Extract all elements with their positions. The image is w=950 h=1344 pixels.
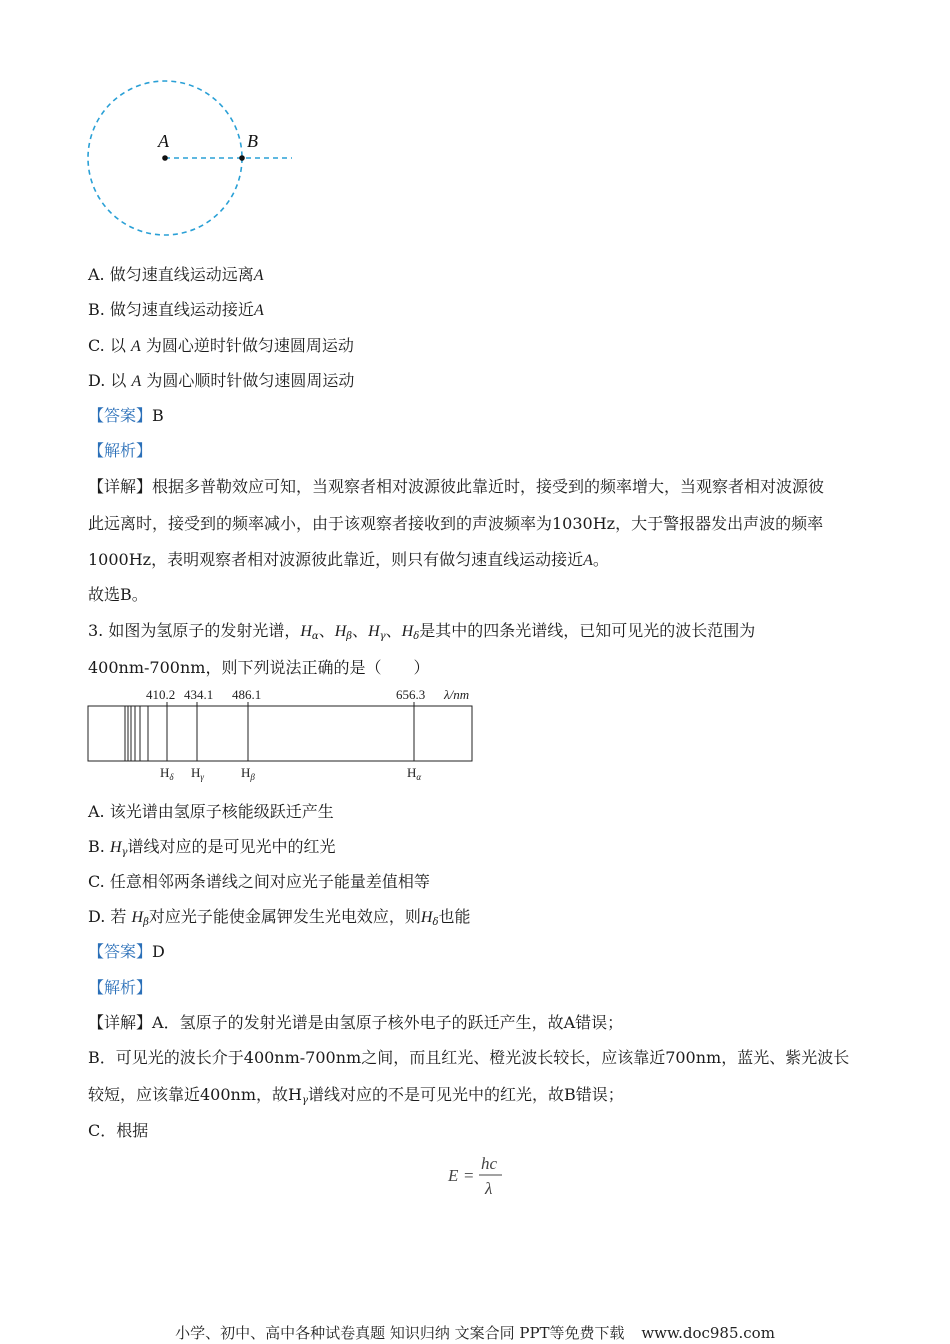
q2-answer: 【答案】B [88,406,164,425]
line-label-h-beta: $H_\beta$ [241,765,255,782]
q2-option-d: D. 以 A 为圆心顺时针做匀速圆周运动 [88,371,355,390]
wavelength-label: 486.1 [232,687,262,702]
label-b: B [247,131,258,151]
point-b [239,155,245,161]
q2-option-c: C. 以 A 为圆心逆时针做匀速圆周运动 [88,336,354,355]
line-label-h-gamma: $H_\gamma$ [191,765,204,782]
formula-e: E [448,1166,459,1185]
spectrum-figure [80,684,490,784]
q3-detail-a: 【详解】A．氢原子的发射光谱是由氢原子核外电子的跃迁产生，故A错误； [88,1013,624,1032]
q3-option-b: B. $H_\gamma$谱线对应的是可见光中的红光 [88,837,336,858]
q3-option-c: C. 任意相邻两条谱线之间对应光子能量差值相等 [88,872,430,891]
line-label-h-delta: $H_\delta$ [160,765,174,782]
q3-answer: 【答案】D [88,942,165,961]
q3-detail-b-line-2: 较短，应该靠近400nm，故$H_\gamma$谱线对应的不是可见光中的红光，故B错误； [88,1085,624,1106]
q3-detail-c: C．根据 [88,1121,149,1140]
page-footer [0,1322,950,1343]
q3-stem-line-2: 400nm-700nm，则下列说法正确的是（ ） [88,658,430,677]
q3-detail-b-line-1: B．可见光的波长介于400nm-700nm之间，而且红光、橙光波长较长，应该靠近700nm，蓝光、紫光波长 [88,1048,850,1067]
footer-text: 小学、初中、高中各种试卷真题 知识归纳 文案合同 PPT等免费下载 [175,1324,625,1342]
point-a [162,155,168,161]
q2-detail-line-3: 1000Hz，表明观察者相对波源彼此靠近，则只有做匀速直线运动接近A。 [88,550,609,569]
circle-figure [80,75,310,245]
q2-conclusion: 故选B。 [88,585,148,604]
formula-eq: = [464,1166,474,1185]
wavelength-label: 410.2 [146,687,176,702]
unit-label: λ/nm [444,687,470,702]
footer-url[interactable]: www.doc985.com [641,1324,775,1342]
formula [440,1150,520,1206]
formula-denominator: λ [485,1179,493,1198]
q3-stem-line-1: 3. 如图为氢原子的发射光谱，$H_\alpha$、$H_\beta$、$H_\gamma$、$H_\delta$是其中的四条光谱线，已知可见光的波长范围为 [88,621,756,642]
q2-option-a: A. 做匀速直线运动远离A [88,265,264,284]
wavelength-label: 434.1 [184,687,214,702]
q3-option-d: D. 若 $H_\beta$对应光子能使金属钾发生光电效应，则$H_\delta$也能 [88,907,471,928]
q2-detail-line-2: 此远离时，接受到的频率减小，由于该观察者接收到的声波频率为1030Hz，大于警报器发出声波的频率 [88,514,824,533]
formula-numerator: hc [481,1154,498,1173]
q2-detail-line-1: 【详解】根据多普勒效应可知，当观察者相对波源彼此靠近时，接受到的频率增大，当观察者相对波源彼 [88,477,825,496]
q3-option-a: A. 该光谱由氢原子核能级跃迁产生 [88,802,334,821]
q2-analysis-tag: 【解析】 [88,441,153,460]
wavelength-label: 656.3 [396,687,426,702]
q3-analysis-tag: 【解析】 [88,978,153,997]
line-label-h-alpha: $H_\alpha$ [407,765,422,782]
q2-option-b: B. 做匀速直线运动接近A [88,300,264,319]
label-a: A [158,131,169,151]
